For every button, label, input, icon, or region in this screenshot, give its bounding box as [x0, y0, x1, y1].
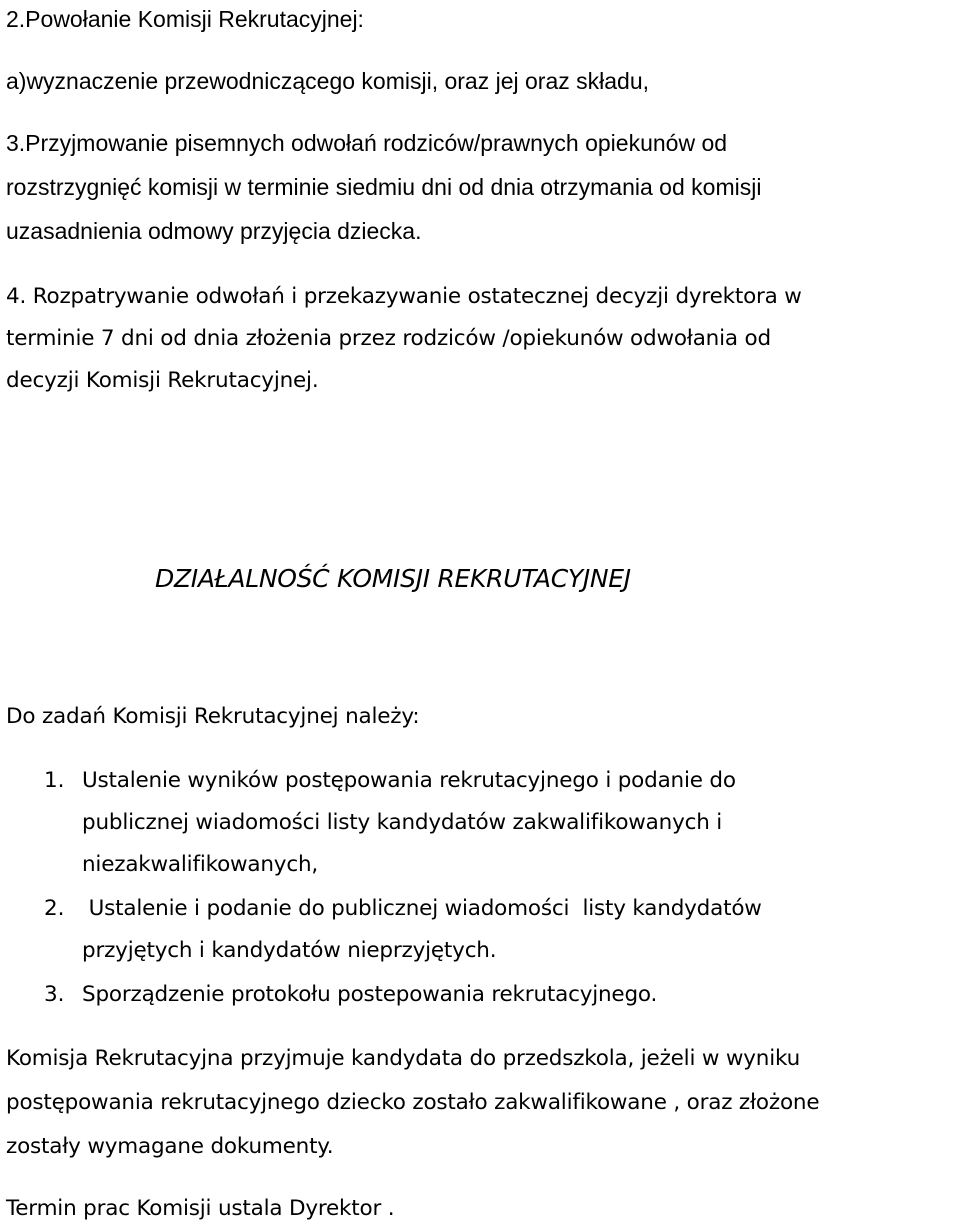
footer-note: Termin prac Komisji ustala Dyrektor .	[6, 1196, 395, 1221]
task-2-number: 2.	[44, 896, 65, 921]
section-2-point-a: a)wyznaczenie przewodniczącego komisji, oraz jej oraz składu,	[6, 68, 650, 94]
task-1-line-2: publicznej wiadomości listy kandydatów zakwalifikowanych i	[82, 810, 723, 835]
section-4-line-2: terminie 7 dni od dnia złożenia przez rodziców /opiekunów odwołania od	[6, 326, 771, 351]
section-4-line-1: 4. Rozpatrywanie odwołań i przekazywanie ostatecznej decyzji dyrektora w	[6, 284, 802, 309]
section-4-line-3: decyzji Komisji Rekrutacyjnej.	[6, 368, 319, 393]
closing-line-3: zostały wymagane dokumenty.	[6, 1134, 334, 1159]
task-1-line-1: Ustalenie wyników postępowania rekrutacyjnego i podanie do	[82, 768, 736, 793]
task-2-line-1: Ustalenie i podanie do publicznej wiadomości listy kandydatów	[82, 896, 762, 921]
closing-line-2: postępowania rekrutacyjnego dziecko zostało zakwalifikowane , oraz złożone	[6, 1090, 820, 1115]
section-3-line-3: uzasadnienia odmowy przyjęcia dziecka.	[6, 218, 422, 244]
task-3-number: 3.	[44, 982, 65, 1007]
section-2-title: 2.Powołanie Komisji Rekrutacyjnej:	[6, 6, 364, 32]
closing-line-1: Komisja Rekrutacyjna przyjmuje kandydata do przedszkola, jeżeli w wyniku	[6, 1046, 801, 1071]
task-2-line-2: przyjętych i kandydatów nieprzyjętych.	[82, 938, 497, 963]
section-heading: DZIAŁALNOŚĆ KOMISJI REKRUTACYJNEJ	[155, 564, 631, 593]
section-3-line-1: 3.Przyjmowanie pisemnych odwołań rodziców/prawnych opiekunów od	[6, 130, 728, 156]
tasks-intro: Do zadań Komisji Rekrutacyjnej należy:	[6, 704, 420, 729]
task-1-line-3: niezakwalifikowanych,	[82, 852, 319, 877]
section-3-line-2: rozstrzygnięć komisji w terminie siedmiu dni od dnia otrzymania od komisji	[6, 174, 762, 200]
task-1-number: 1.	[44, 768, 65, 793]
task-3-line-1: Sporządzenie protokołu postepowania rekrutacyjnego.	[82, 982, 658, 1007]
